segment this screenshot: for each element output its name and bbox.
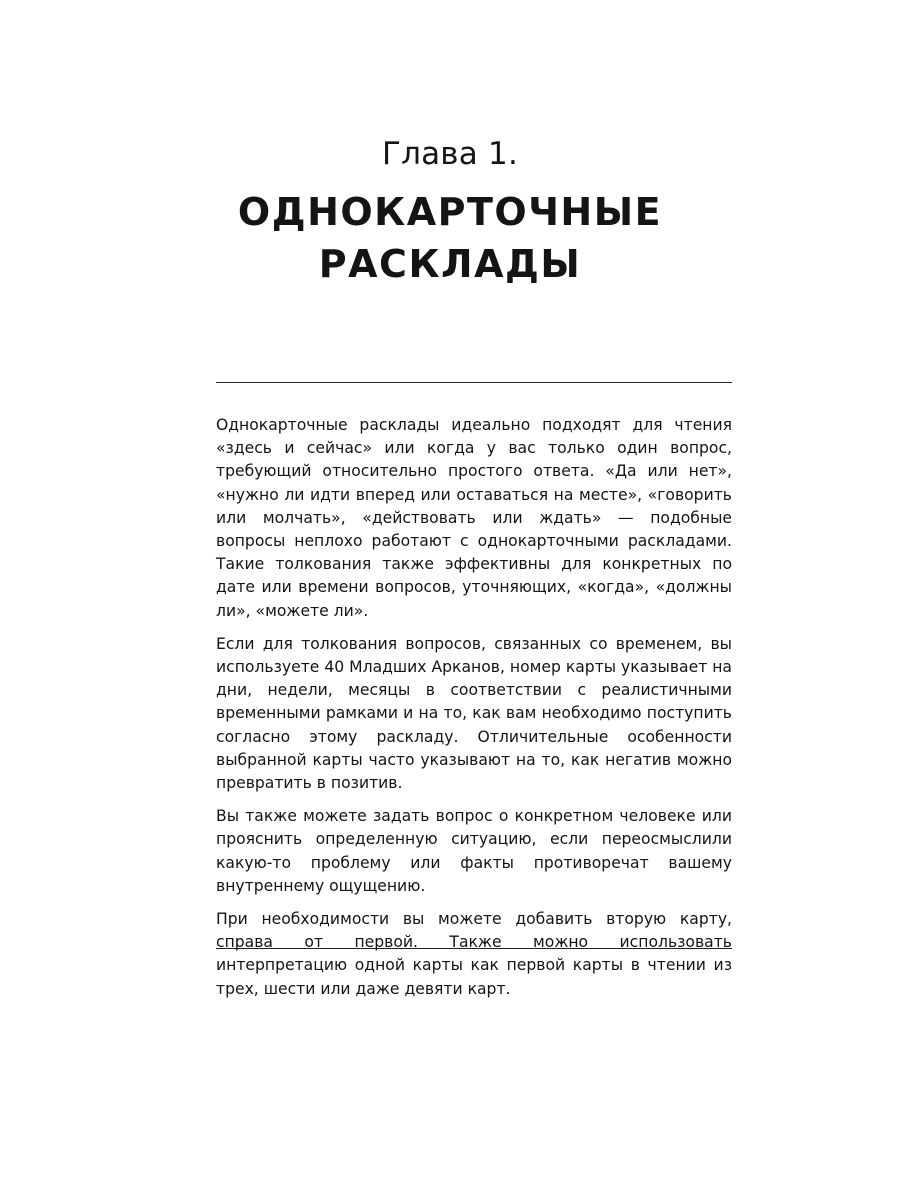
- paragraph-4: При необходимости вы можете добавить вторую карту, справа от первой. Также можно использовать интерпретацию одной карты как первой карты в чтении из трех, шести или даже девяти карт.: [216, 910, 732, 998]
- paragraph-3: Вы также можете задать вопрос о конкретном человеке или прояснить определенную ситуацию, если переосмыслили какую-то проблему или факты противоречат вашему внутреннему ощущению.: [216, 807, 732, 895]
- chapter-title: [0, 186, 900, 290]
- paragraph-1: Однокарточные расклады идеально подходят для чтения «здесь и сейчас» или когда у вас только один вопрос, требующий относительно простого ответа. «Да или нет», «нужно ли идти вперед или оставаться на месте», «говорить или молчать», «действовать или ждать» — подобные вопросы неплохо работают с однокарточными раскладами. Такие толкования также эффективны для конкретных по дате или времени вопросов, уточняющих, «когда», «должны ли», «можете ли».: [216, 416, 732, 620]
- paragraph-2: Если для толкования вопросов, связанных со временем, вы используете 40 Младших Арканов, номер карты указывает на дни, недели, месяцы в соответствии с реалистичными временными рамками и на то, как вам необходимо поступить согласно этому раскладу. Отличительные особенности выбранной карты часто указывают на то, как негатив можно превратить в позитив.: [216, 634, 732, 793]
- body-text: [216, 414, 732, 1011]
- bottom-divider: [216, 948, 732, 949]
- chapter-title-line-2: РАСКЛАДЫ: [318, 242, 582, 286]
- top-divider: [216, 382, 732, 383]
- chapter-title-line-1: ОДНОКАРТОЧНЫЕ: [237, 190, 663, 234]
- chapter-label: Глава 1.: [381, 136, 518, 172]
